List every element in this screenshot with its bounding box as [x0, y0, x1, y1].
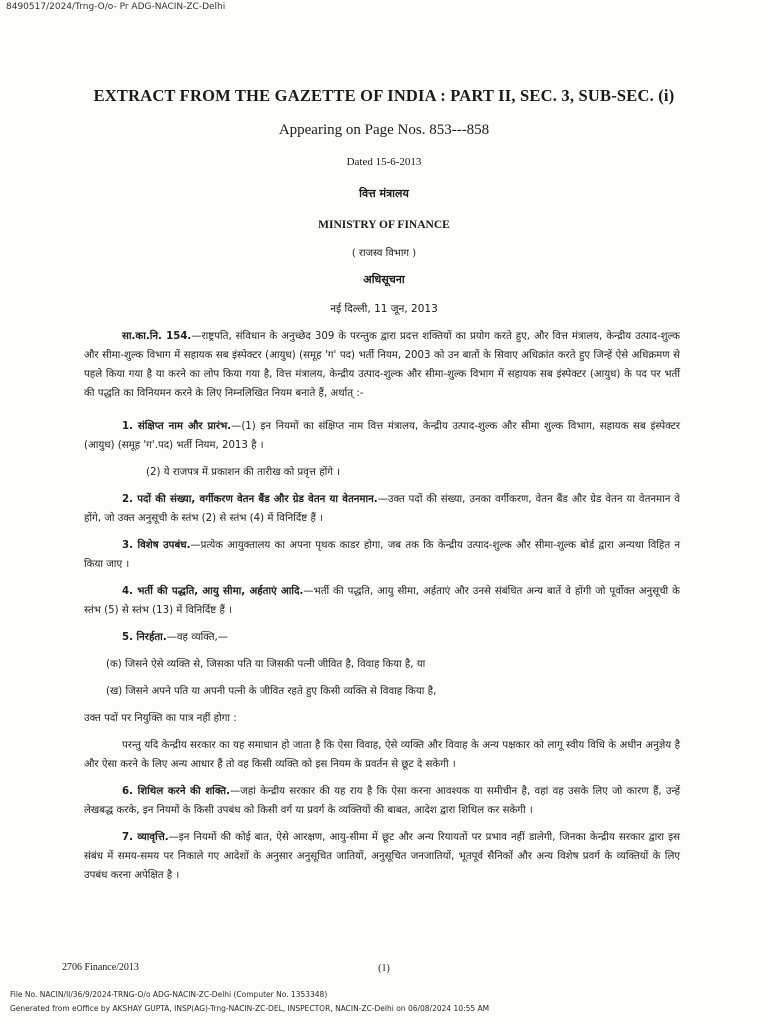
- rule-1-sub-2: (2) ये राजपत्र में प्रकाशन की तारीख को प्रवृत्त होंगे ।: [146, 467, 341, 478]
- dated-line: Dated 15-6-2013: [346, 156, 422, 168]
- place-date: नई दिल्ली, 11 जून, 2013: [330, 303, 438, 315]
- rule-4: [84, 582, 680, 620]
- page-number: (1): [378, 963, 390, 974]
- rule-5-clause-a: (क) जिसने ऐसे व्यक्ति से, जिसका पति या जिसकी पत्नी जीवित है, विवाह किया है, या: [106, 659, 426, 670]
- rule-5-proviso: परन्तु यदि केन्द्रीय सरकार का यह समाधान हो जाता है कि ऐसा विवाह, ऐसे व्यक्ति और विवाह के अन्य पक्षकार को लागू स्वीय विधि के अधीन अनुज्ञेय है और ऐसा करने के लिए अन्य आधार हैं तो वह किसी व्यक्ति को इस नियम के प्रवर्तन से छूट दे सकेगी ।: [84, 740, 680, 770]
- rule-2-heading: 2. पदों की संख्या, वर्गीकरण वेतन बैंड और ग्रेड वेतन या वेतनमान.: [122, 494, 378, 505]
- notification-heading: अधिसूचना: [363, 273, 405, 286]
- department: ( राजस्व विभाग ): [351, 248, 417, 259]
- ministry-english: MINISTRY OF FINANCE: [318, 219, 450, 231]
- eoffice-file-line: File No. NACIN/II/36/9/2024-TRNG-O/o ADG-NACIN-ZC-Delhi (Computer No. 1353348): [10, 990, 328, 999]
- intro-paragraph: [84, 327, 680, 403]
- rule-5-clause-b: (ख) जिसने अपने पति या अपनी पत्नी के जीवित रहते हुए किसी व्यक्ति से विवाह किया है,: [106, 686, 437, 697]
- rule-7: [84, 828, 680, 885]
- rule-5-heading: 5. निरर्हता.: [122, 632, 167, 643]
- rule-3-text: —प्रत्येक आयुक्तालय का अपना पृथक काडर होगा, जब तक कि केन्द्रीय उत्पाद-शुल्क और सीमा-शुल्क बोर्ड द्वारा अन्यथा विहित न किया जाए ।: [84, 540, 680, 570]
- rule-4-heading: 4. भर्ती की पद्धति, आयु सीमा, अर्हताएं आदि.: [122, 586, 304, 597]
- rule-7-heading: 7. व्यावृत्ति.: [122, 832, 169, 843]
- rule-6-text: —जहां केन्द्रीय सरकार की यह राय है कि ऐसा करना आवश्यक या समीचीन है, वहां वह उसके लिए जो कारण हैं, उन्हें लेखबद्ध करके, इन नियमों के किसी उपबंध को किसी वर्ग या प्रवर्ग के व्यक्तियों की बाबत, आदेश द्वारा शिथिल कर सकेगी ।: [84, 786, 680, 816]
- page-numbers: Appearing on Page Nos. 853---858: [278, 122, 490, 138]
- rule-2: [84, 490, 680, 528]
- rule-1-heading: 1. संक्षिप्त नाम और प्रारंभ.: [122, 421, 232, 432]
- rule-3: [84, 536, 680, 574]
- gazette-title: EXTRACT FROM THE GAZETTE OF INDIA : PART II, SEC. 3, SUB-SEC. (i): [93, 86, 675, 105]
- ministry-hindi: वित्त मंत्रालय: [359, 187, 409, 200]
- file-stamp: 8490517/2024/Trng-O/o- Pr ADG-NACIN-ZC-Delhi: [6, 2, 226, 12]
- rule-5: [84, 628, 680, 647]
- rule-1: [84, 417, 680, 455]
- rule-3-heading: 3. विशेष उपबंध.: [122, 540, 191, 551]
- rule-2-text: —उक्त पदों की संख्या, उनका वर्गीकरण, वेतन बैंड और ग्रेड वेतन या वेतनमान वे होंगे, जो उक्त अनुसूची के स्तंभ (2) से स्तंभ (4) में विनिर्दिष्ट हैं ।: [84, 494, 680, 524]
- rule-5-text: —वह व्यक्ति,—: [166, 632, 228, 643]
- rule-7-text: —इन नियमों की कोई बात, ऐसे आरक्षण, आयु-सीमा में छूट और अन्य रियायतों पर प्रभाव नहीं डालेगी, जिनका केन्द्रीय सरकार द्वारा इस संबंध में समय-समय पर निकाले गए आदेशों के अनुसार अनुसूचित जातियों, अनुसूचित जनजातियों, भूतपूर्व सैनिकों और अन्य विशेष प्रवर्ग के व्यक्तियों के लिए उपबंध करना अपेक्षित है ।: [84, 832, 681, 881]
- rule-6-heading: 6. शिथिल करने की शक्ति.: [122, 786, 230, 797]
- rule-5-conclusion: उक्त पदों पर नियुक्ति का पात्र नहीं होगा :: [84, 713, 237, 724]
- rule-6: [84, 782, 680, 820]
- rule-1-text: —(1) इन नियमों का संक्षिप्त नाम वित्त मंत्रालय, केन्द्रीय उत्पाद-शुल्क और सीमा शुल्क विभाग, सहायक सब इंस्पेक्टर (आयुध) (समूह 'ग'.पद) भर्ती नियम, 2013 है ।: [84, 421, 680, 451]
- intro-lead: सा.का.नि. 154.: [122, 331, 192, 342]
- rule-4-text: —भर्ती की पद्धति, आयु सीमा, अर्हताएं और उनसे संबंधित अन्य बातें वे होंगी जो पूर्वोक्त अनुसूची के स्तंभ (5) से स्तंभ (13) में विनिर्दिष्ट हैं ।: [84, 586, 680, 616]
- footer-reference: 2706 Finance/2013: [62, 962, 139, 973]
- document-body: [84, 327, 680, 893]
- eoffice-generated-line: Generated from eOffice by AKSHAY GUPTA, INSP(AG)-Trng-NACIN-ZC-DEL, INSPECTOR, NACIN-ZC-Delhi on 06/08/2024 10:55 AM: [10, 1004, 490, 1013]
- intro-text: —राष्ट्रपति, संविधान के अनुच्छेद 309 के परन्तुक द्वारा प्रदत्त शक्तियों का प्रयोग करते हुए, और वित्त मंत्रालय, केन्द्रीय उत्पाद-शुल्क और सीमा-शुल्क विभाग में सहायक सब इंस्पेक्टर (आयुध) (समूह 'ग' पद) भर्ती नियम, 2003 को उन बातों के सिवाए अधिक्रांत करते हुए जिन्हें ऐसे अधिक्रमण से पहले किया गया है या करने का लोप किया गया है, वित्त मंत्रालय, केन्द्रीय उत्पाद-शुल्क और सीमा-शुल्क विभाग में सहायक सब इंस्पेक्टर (आयुध) के पद पर भर्ती की पद्धति का विनियमन करने के लिए निम्नलिखित नियम बनाते हैं, अर्थात् :-: [84, 331, 680, 399]
- eoffice-footer: [10, 988, 489, 1016]
